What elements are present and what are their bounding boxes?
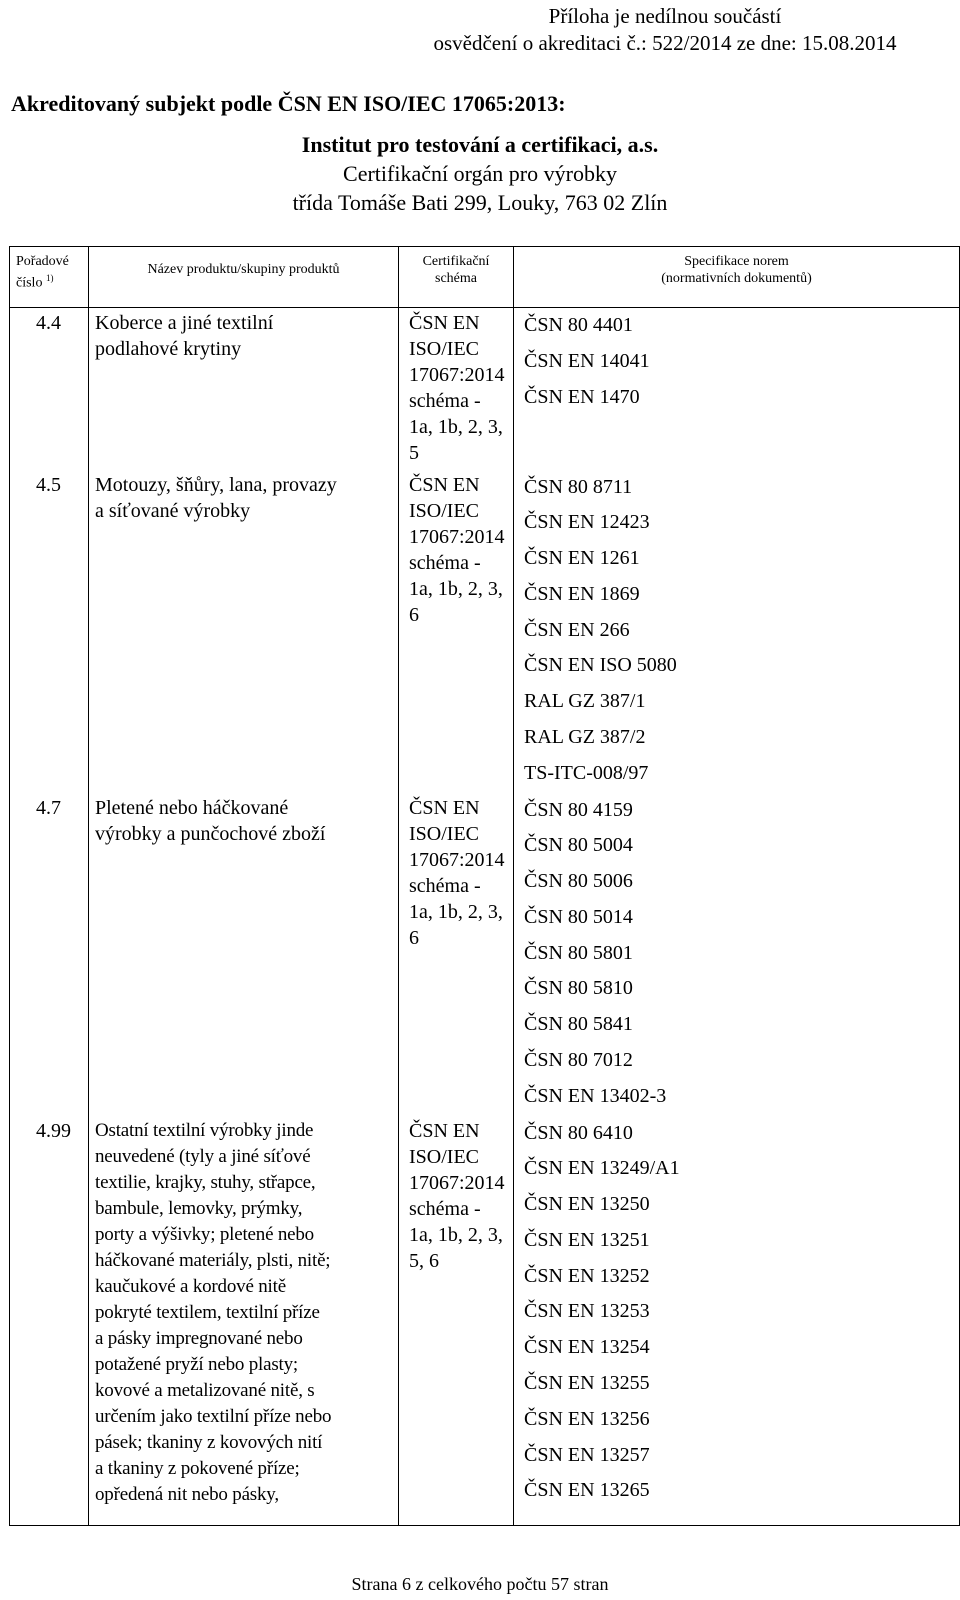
header-scheme xyxy=(399,247,514,308)
table-row xyxy=(10,308,960,470)
spec-item: ČSN EN 13249/A1 xyxy=(524,1157,680,1180)
scheme-cell xyxy=(399,470,514,793)
header-number xyxy=(10,247,89,308)
scheme-line: 6 xyxy=(409,603,419,626)
header-specs xyxy=(514,247,960,308)
spec-item: ČSN EN 13254 xyxy=(524,1336,650,1359)
spec-item: ČSN EN 13255 xyxy=(524,1372,650,1395)
spec-item: ČSN 80 4159 xyxy=(524,798,633,821)
spec-item: ČSN EN 1869 xyxy=(524,582,640,605)
specs-cell xyxy=(514,793,960,1116)
scheme-line: 1a, 1b, 2, 3, xyxy=(409,416,503,438)
product-name-line: opředená nit nebo pásky, xyxy=(95,1483,279,1505)
institute-address: třída Tomáše Bati 299, Louky, 763 02 Zlín xyxy=(292,190,668,215)
spec-item: ČSN EN ISO 5080 xyxy=(524,654,677,677)
spec-item: ČSN EN 1261 xyxy=(524,547,640,570)
spec-item: ČSN EN 14041 xyxy=(524,349,650,372)
scheme-line: ČSN EN xyxy=(409,796,480,819)
table-row xyxy=(10,1116,960,1526)
institute-name: Institut pro testování a certifikaci, a.s. xyxy=(301,132,659,157)
product-name-line: výrobky a punčochové zboží xyxy=(95,822,326,845)
spec-item: ČSN EN 13256 xyxy=(524,1407,650,1430)
scheme-line: 6 xyxy=(409,926,419,949)
product-name-line: háčkované materiály, plsti, nitě; xyxy=(95,1249,331,1271)
scheme-line: ISO/IEC xyxy=(409,1145,479,1168)
spec-item: RAL GZ 387/1 xyxy=(524,690,646,713)
scheme-line: schéma - xyxy=(409,874,481,897)
header-scheme-line2: schéma xyxy=(435,271,477,286)
spec-item: ČSN 80 5810 xyxy=(524,977,633,1000)
header-scheme-line1: Certifikační xyxy=(422,254,490,269)
scheme-line: schéma - xyxy=(409,390,481,412)
product-name-line: a pásky impregnované nebo xyxy=(95,1327,303,1349)
header-specs-line2: (normativních dokumentů) xyxy=(661,271,812,286)
header-name: Název produktu/skupiny produktů xyxy=(89,247,399,308)
product-name-line: potažené pryží nebo plasty; xyxy=(95,1353,298,1375)
scheme-line: ČSN EN xyxy=(409,1119,480,1142)
specs-cell xyxy=(514,470,960,793)
spec-item: TS-ITC-008/97 xyxy=(524,761,649,784)
product-name-line: a tkaniny z pokovené příze; xyxy=(95,1457,300,1479)
table-row xyxy=(10,470,960,793)
spec-item: ČSN 80 5004 xyxy=(524,834,633,857)
product-name-cell xyxy=(89,470,399,793)
spec-item: ČSN EN 13402-3 xyxy=(524,1084,667,1107)
scheme-line: 5, 6 xyxy=(409,1249,439,1272)
row-number: 4.99 xyxy=(10,1116,89,1526)
product-name-line: Ostatní textilní výrobky jinde xyxy=(95,1119,314,1141)
product-name-line: a síťované výrobky xyxy=(95,499,251,522)
header-specs-line1: Specifikace norem xyxy=(684,254,789,269)
spec-item: ČSN 80 5014 xyxy=(524,905,633,928)
spec-item: ČSN EN 13251 xyxy=(524,1228,650,1251)
product-name-line: určením jako textilní příze nebo xyxy=(95,1405,332,1427)
product-name-cell xyxy=(89,308,399,470)
spec-item: ČSN EN 13257 xyxy=(524,1443,650,1466)
certification-body: Certifikační orgán pro výrobky xyxy=(343,161,617,186)
table-header-row xyxy=(10,247,960,308)
spec-item: ČSN 80 8711 xyxy=(524,475,633,498)
scheme-cell xyxy=(399,1116,514,1526)
annex-line-1: Příloha je nedílnou součástí xyxy=(548,4,782,28)
spec-item: ČSN EN 13250 xyxy=(524,1193,650,1216)
scheme-cell xyxy=(399,308,514,470)
spec-item: ČSN 80 5801 xyxy=(524,941,633,964)
product-name-line: porty a výšivky; pletené nebo xyxy=(95,1223,314,1245)
specs-cell xyxy=(514,308,960,470)
annex-line-2: osvědčení o akreditaci č.: 522/2014 ze dne: 15.08.2014 xyxy=(433,31,897,55)
product-name-line: Pletené nebo háčkované xyxy=(95,796,289,819)
product-name-cell xyxy=(89,793,399,1116)
product-name-line: neuvedené (tyly a jiné síťové xyxy=(95,1145,311,1167)
spec-item: ČSN 80 6410 xyxy=(524,1121,633,1144)
product-name-line: podlahové krytiny xyxy=(95,338,242,360)
scheme-line: 17067:2014 xyxy=(409,525,505,548)
spec-item: RAL GZ 387/2 xyxy=(524,726,646,749)
scheme-cell xyxy=(399,793,514,1116)
product-name-cell xyxy=(89,1116,399,1526)
product-name-line: bambule, lemovky, prýmky, xyxy=(95,1197,303,1219)
spec-item: ČSN EN 1470 xyxy=(524,385,640,408)
row-number: 4.7 xyxy=(10,793,89,1116)
spec-item: ČSN 80 4401 xyxy=(524,314,633,336)
specs-cell xyxy=(514,1116,960,1526)
page-footer: Strana 6 z celkového počtu 57 stran xyxy=(351,1574,609,1594)
spec-item: ČSN EN 266 xyxy=(524,618,630,641)
product-name-line: textilie, krajky, stuhy, střapce, xyxy=(95,1171,316,1193)
header-number-line1: Pořadové xyxy=(16,254,69,269)
scheme-line: 1a, 1b, 2, 3, xyxy=(409,900,503,923)
header-number-line2: číslo xyxy=(16,275,43,291)
product-name-line: kaučukové a kordové nitě xyxy=(95,1275,286,1297)
spec-item: ČSN 80 5006 xyxy=(524,870,633,893)
product-name-line: pásek; tkaniny z kovových nití xyxy=(95,1431,323,1453)
row-number: 4.4 xyxy=(10,308,89,470)
row-number: 4.5 xyxy=(10,470,89,793)
spec-item: ČSN 80 7012 xyxy=(524,1049,633,1072)
scheme-line: schéma - xyxy=(409,551,481,574)
scheme-line: ISO/IEC xyxy=(409,338,479,360)
scheme-line: 17067:2014 xyxy=(409,848,505,871)
header-number-footnote: 1) xyxy=(45,273,54,283)
accredited-subject: Akreditovaný subjekt podle ČSN EN ISO/IEC 17065:2013: xyxy=(11,91,566,116)
spec-item: ČSN EN 13253 xyxy=(524,1300,650,1323)
scheme-line: ČSN EN xyxy=(409,473,480,496)
product-name-line: Koberce a jiné textilní xyxy=(95,312,274,334)
spec-item: ČSN EN 13265 xyxy=(524,1479,650,1502)
scheme-line: ISO/IEC xyxy=(409,499,479,522)
spec-item: ČSN EN 13252 xyxy=(524,1264,650,1287)
product-name-line: pokryté textilem, textilní příze xyxy=(95,1301,320,1323)
scheme-line: ISO/IEC xyxy=(409,822,479,845)
scheme-line: 1a, 1b, 2, 3, xyxy=(409,1223,503,1246)
spec-item: ČSN EN 12423 xyxy=(524,511,650,534)
scheme-line: schéma - xyxy=(409,1197,481,1220)
scheme-line: 5 xyxy=(409,442,419,464)
scheme-line: 17067:2014 xyxy=(409,364,505,386)
spec-item: ČSN 80 5841 xyxy=(524,1013,633,1036)
product-name-line: kovové a metalizované nitě, s xyxy=(95,1379,315,1401)
table-row xyxy=(10,793,960,1116)
scheme-line: 1a, 1b, 2, 3, xyxy=(409,577,503,600)
scheme-line: 17067:2014 xyxy=(409,1171,505,1194)
product-name-line: Motouzy, šňůry, lana, provazy xyxy=(95,473,337,496)
product-table xyxy=(9,246,960,1526)
scheme-line: ČSN EN xyxy=(409,312,480,334)
